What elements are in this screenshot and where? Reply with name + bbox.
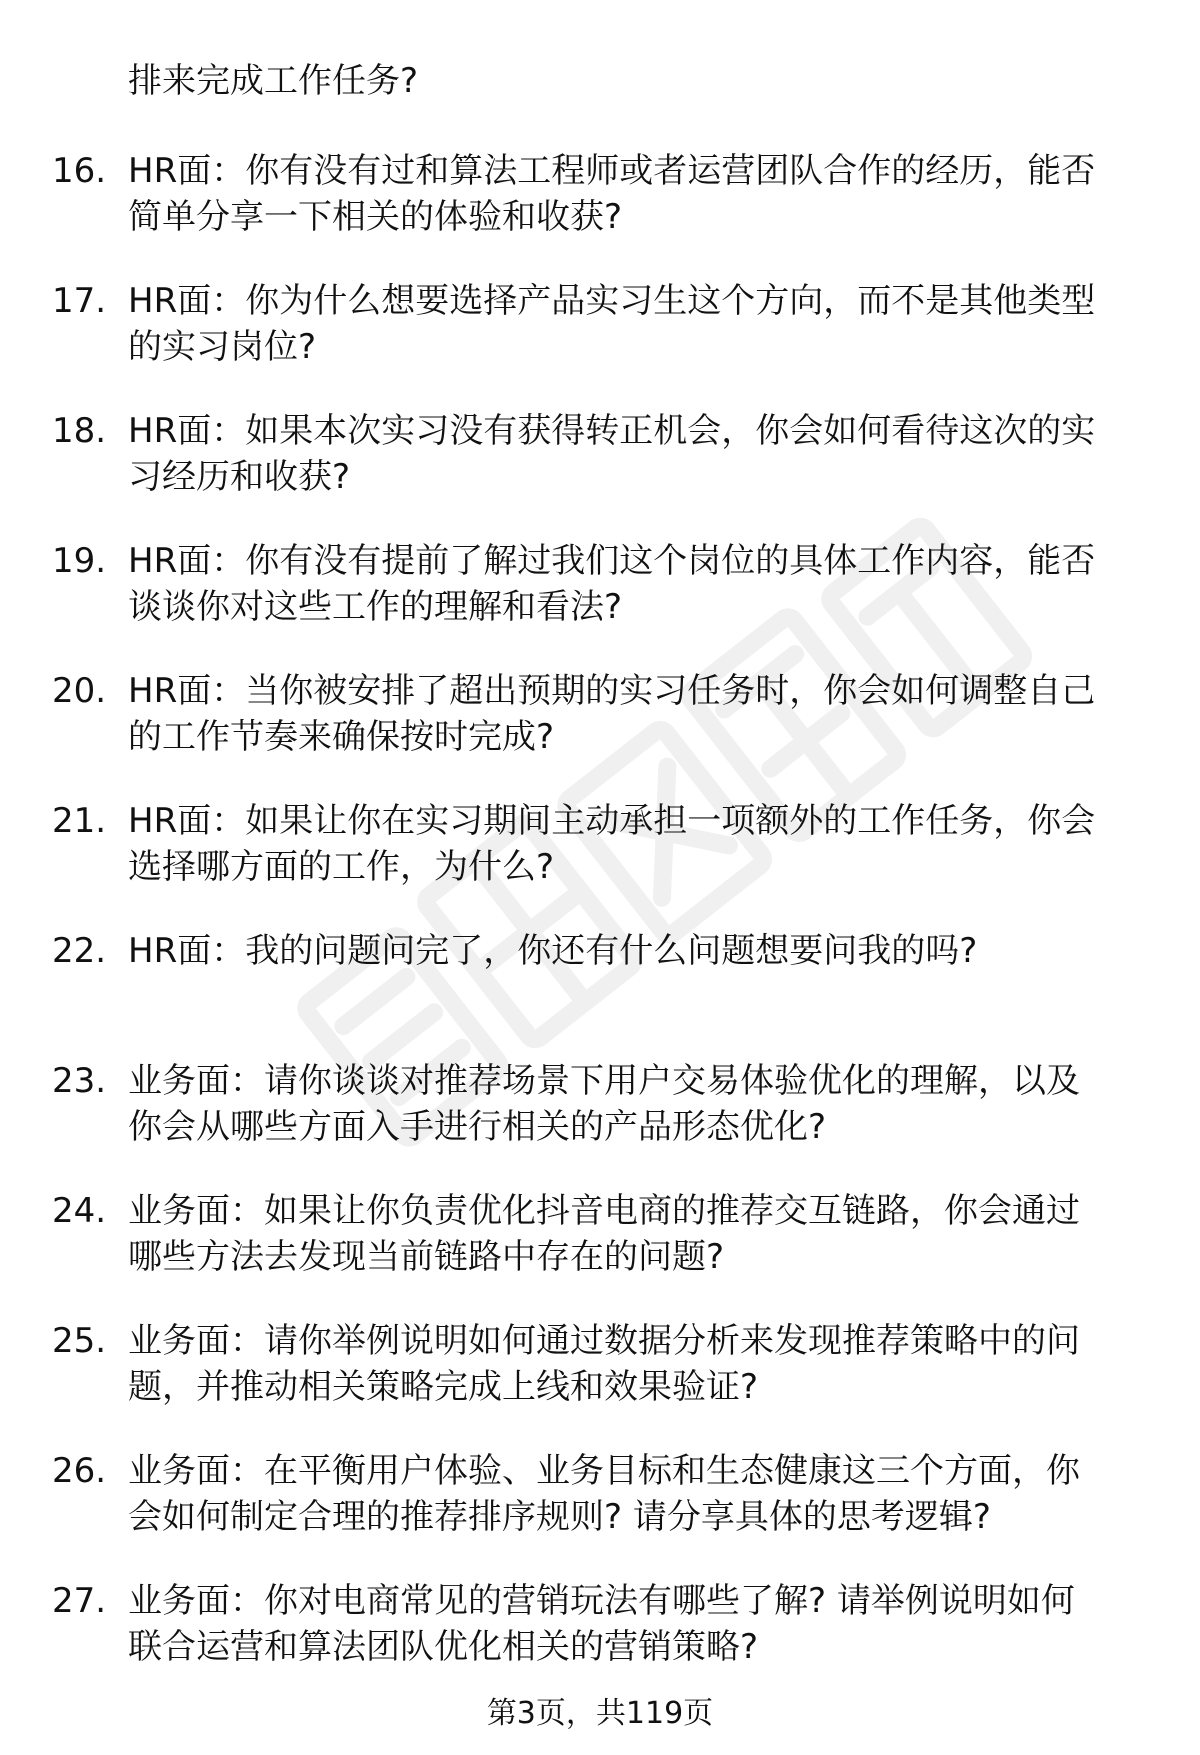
list-item bbox=[0, 278, 1200, 408]
question-line: HR面：如果本次实习没有获得转正机会，你会如何看待这次的实 bbox=[128, 411, 1096, 451]
question-line: HR面：你有没有过和算法工程师或者运营团队合作的经历，能否 bbox=[128, 151, 1096, 191]
question-number: 26. bbox=[52, 1451, 107, 1491]
list-item bbox=[0, 538, 1200, 668]
list-item bbox=[0, 148, 1200, 278]
question-line: 业务面：在平衡用户体验、业务目标和生态健康这三个方面，你 bbox=[128, 1451, 1080, 1491]
question-line: 会如何制定合理的推荐排序规则? 请分享具体的思考逻辑? bbox=[128, 1497, 991, 1537]
question-line: HR面：你有没有提前了解过我们这个岗位的具体工作内容，能否 bbox=[128, 541, 1096, 581]
question-number: 17. bbox=[52, 281, 107, 321]
question-text bbox=[128, 1058, 1158, 1150]
question-line: 简单分享一下相关的体验和收获? bbox=[128, 197, 623, 237]
question-number: 16. bbox=[52, 151, 107, 191]
question-line: 业务面：如果让你负责优化抖音电商的推荐交互链路，你会通过 bbox=[128, 1191, 1080, 1231]
list-item bbox=[0, 1188, 1200, 1318]
question-line: HR面：你为什么想要选择产品实习生这个方向，而不是其他类型 bbox=[128, 281, 1096, 321]
question-number: 21. bbox=[52, 801, 107, 841]
question-line: 谈谈你对这些工作的理解和看法? bbox=[128, 587, 623, 627]
question-line: 题，并推动相关策略完成上线和效果验证? bbox=[128, 1367, 759, 1407]
question-line: 的工作节奏来确保按时完成? bbox=[128, 717, 555, 757]
question-text bbox=[128, 1578, 1158, 1670]
question-text bbox=[128, 798, 1158, 890]
question-list bbox=[0, 148, 1200, 1708]
question-text bbox=[128, 1448, 1158, 1540]
question-number: 19. bbox=[52, 541, 107, 581]
question-number: 23. bbox=[52, 1061, 107, 1101]
question-line: 选择哪方面的工作，为什么? bbox=[128, 847, 555, 887]
question-text bbox=[128, 1188, 1158, 1280]
question-line: HR面：如果让你在实习期间主动承担一项额外的工作任务，你会 bbox=[128, 801, 1096, 841]
question-number: 25. bbox=[52, 1321, 107, 1361]
question-line: HR面：当你被安排了超出预期的实习任务时，你会如何调整自己 bbox=[128, 671, 1096, 711]
list-item bbox=[0, 928, 1200, 1058]
question-line: 业务面：请你举例说明如何通过数据分析来发现推荐策略中的问 bbox=[128, 1321, 1080, 1361]
question-line: 业务面：请你谈谈对推荐场景下用户交易体验优化的理解，以及 bbox=[128, 1061, 1080, 1101]
question-text bbox=[128, 928, 1158, 974]
question-number: 18. bbox=[52, 411, 107, 451]
question-number: 27. bbox=[52, 1581, 107, 1621]
question-number: 22. bbox=[52, 931, 107, 971]
list-item bbox=[0, 408, 1200, 538]
question-line: 的实习岗位? bbox=[128, 327, 317, 367]
question-text bbox=[128, 1318, 1158, 1410]
continued-question-text: 排来完成工作任务? bbox=[128, 61, 419, 101]
list-item bbox=[0, 668, 1200, 798]
question-text bbox=[128, 148, 1158, 240]
list-item bbox=[0, 1448, 1200, 1578]
question-text bbox=[128, 538, 1158, 630]
question-line: 业务面：你对电商常见的营销玩法有哪些了解? 请举例说明如何 bbox=[128, 1581, 1075, 1621]
question-text bbox=[128, 278, 1158, 370]
question-line: 习经历和收获? bbox=[128, 457, 351, 497]
question-text bbox=[128, 668, 1158, 760]
question-line: 联合运营和算法团队优化相关的营销策略? bbox=[128, 1627, 759, 1667]
list-item bbox=[0, 798, 1200, 928]
page-footer: 第3页，共119页 bbox=[486, 1696, 714, 1731]
list-item bbox=[0, 1318, 1200, 1448]
question-line: 哪些方法去发现当前链路中存在的问题? bbox=[128, 1237, 725, 1277]
question-line: HR面：我的问题问完了，你还有什么问题想要问我的吗? bbox=[128, 931, 978, 971]
question-number: 24. bbox=[52, 1191, 107, 1231]
question-number: 20. bbox=[52, 671, 107, 711]
list-item bbox=[0, 1578, 1200, 1708]
question-text bbox=[128, 408, 1158, 500]
question-line: 你会从哪些方面入手进行相关的产品形态优化? bbox=[128, 1107, 827, 1147]
list-item bbox=[0, 1058, 1200, 1188]
